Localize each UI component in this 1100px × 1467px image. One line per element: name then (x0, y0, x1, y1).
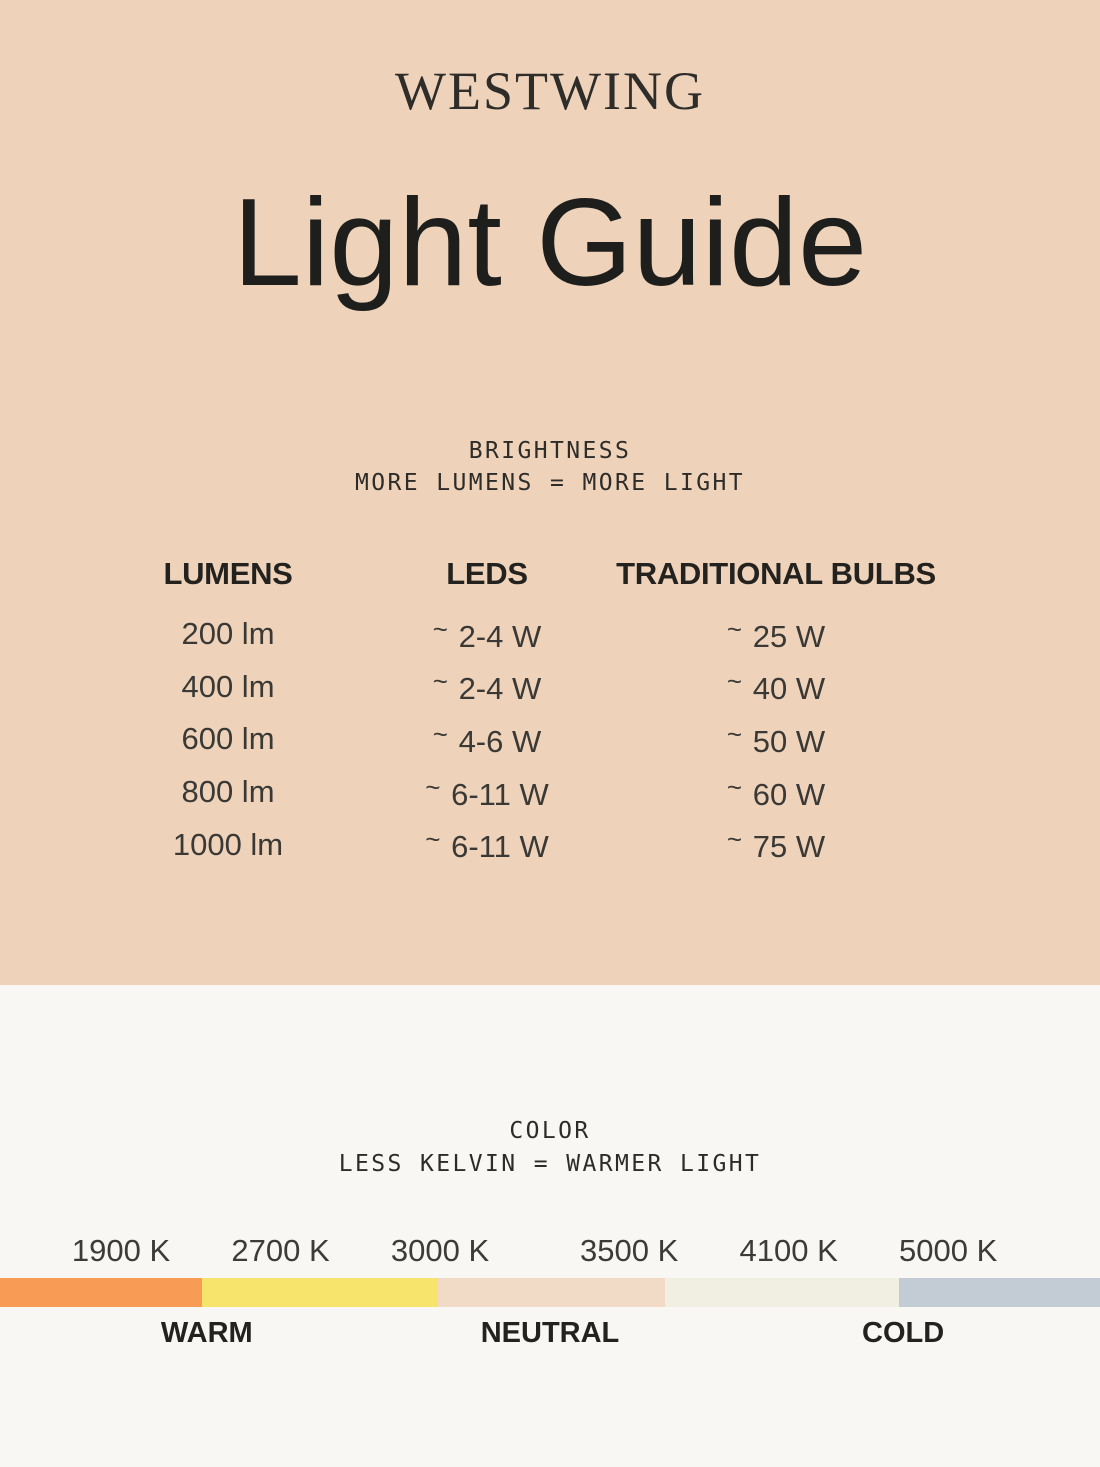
color-scale-bar (0, 1278, 1100, 1307)
approx-tilde: ~ (726, 666, 745, 697)
lumens-table (0, 556, 1034, 871)
approx-tilde: ~ (726, 718, 745, 749)
warm-yellow-segment (202, 1278, 437, 1307)
table-row (0, 608, 1034, 661)
warm-orange-segment (0, 1278, 202, 1307)
approx-tilde: ~ (425, 771, 443, 802)
bulb-watt-cell: ~ 50 W (726, 718, 826, 759)
table-row (0, 661, 1034, 714)
bulb-watt-cell: ~ 40 W (726, 666, 826, 707)
cold-blue-segment (899, 1278, 1100, 1307)
color-heading: COLOR (509, 1118, 591, 1144)
kelvin-label: 1900 K (71, 1233, 171, 1268)
brightness-subheading: MORE LUMENS = MORE LIGHT (355, 470, 745, 496)
brightness-heading: BRIGHTNESS (468, 438, 632, 464)
lumens-cell: 400 lm (181, 668, 275, 704)
led-watt-cell: ~ 6-11 W (425, 771, 549, 812)
approx-tilde: ~ (726, 771, 745, 802)
lumens-cell: 200 lm (181, 616, 275, 652)
approx-tilde: ~ (432, 613, 450, 644)
led-watt-cell: ~ 4-6 W (432, 718, 542, 759)
approx-tilde: ~ (432, 666, 450, 697)
table-row (0, 818, 1034, 871)
column-header-lumens: LUMENS (163, 556, 293, 591)
neutral-ivory-segment (665, 1278, 898, 1307)
led-watt-cell: ~ 2-4 W (432, 613, 542, 654)
zone-label-cold: COLD (862, 1317, 945, 1349)
kelvin-label: 5000 K (899, 1233, 998, 1268)
approx-tilde: ~ (432, 718, 450, 749)
approx-tilde: ~ (425, 824, 443, 855)
column-header-traditional-bulbs: TRADITIONAL BULBS (616, 556, 936, 591)
table-row (0, 713, 1034, 766)
color-subheading: LESS KELVIN = WARMER LIGHT (338, 1151, 762, 1177)
color-section (0, 985, 1100, 1467)
zone-labels (0, 1317, 1100, 1355)
lumens-cell: 1000 lm (172, 826, 284, 862)
column-header-leds: LEDS (446, 556, 528, 591)
bulb-watt-cell: ~ 60 W (726, 771, 826, 812)
kelvin-scale-labels (0, 1233, 1100, 1271)
approx-tilde: ~ (726, 824, 745, 855)
lumens-table-header (0, 556, 1034, 594)
lumens-table-rows (0, 608, 1034, 871)
zone-label-neutral: NEUTRAL (480, 1317, 620, 1349)
kelvin-label: 2700 K (231, 1233, 330, 1268)
bulb-watt-cell: ~ 75 W (726, 824, 826, 865)
kelvin-label: 3500 K (580, 1233, 679, 1268)
lumens-cell: 600 lm (181, 721, 275, 757)
zone-label-warm: WARM (160, 1317, 253, 1349)
bulb-watt-cell: ~ 25 W (726, 613, 826, 654)
brand-logo: WESTWING (395, 61, 705, 121)
lumens-cell: 800 lm (181, 774, 275, 810)
table-row (0, 766, 1034, 819)
neutral-peach-segment (438, 1278, 666, 1307)
led-watt-cell: ~ 2-4 W (432, 666, 542, 707)
approx-tilde: ~ (726, 613, 745, 644)
kelvin-label: 3000 K (390, 1233, 490, 1268)
page-title: Light Guide (232, 174, 868, 312)
kelvin-label: 4100 K (739, 1233, 838, 1268)
led-watt-cell: ~ 6-11 W (425, 824, 549, 865)
